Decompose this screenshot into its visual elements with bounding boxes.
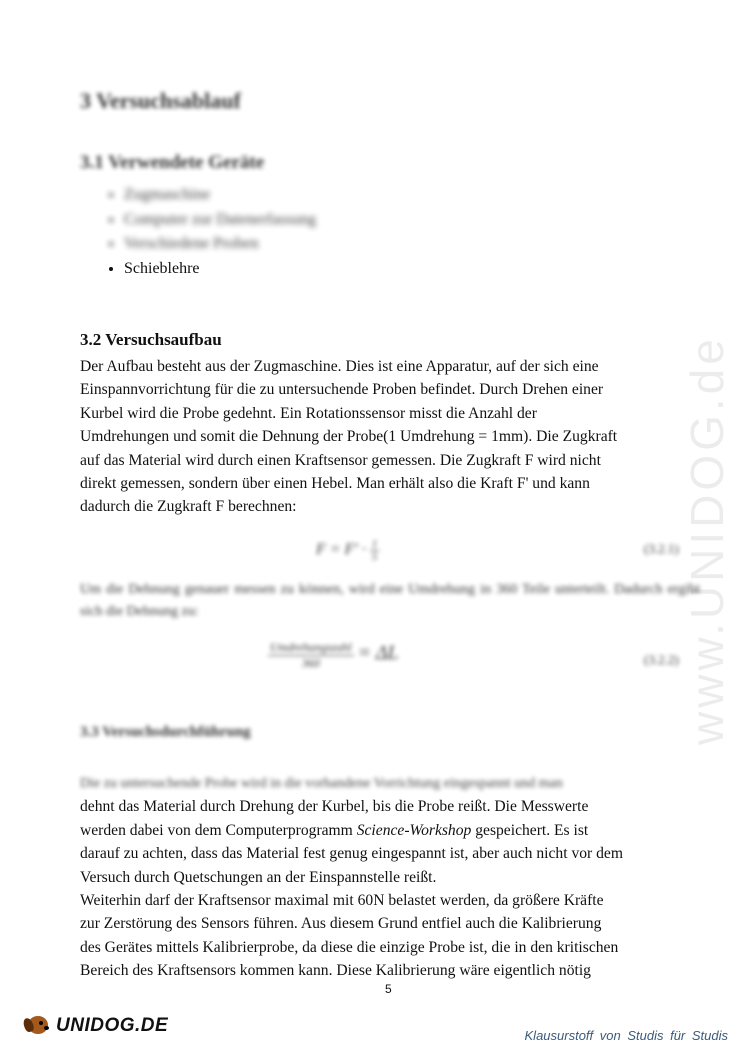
formula-lhs: F = F' ·	[316, 541, 366, 559]
text-line: Versuch durch Quetschungen an der Einspannstelle reißt.	[80, 868, 437, 886]
section-title: 3 Versuchsablauf	[80, 88, 241, 113]
text-segment: gespeichert. Es ist	[471, 821, 589, 839]
dog-icon	[22, 1012, 52, 1040]
paragraph-strain: Um die Dehnung genauer messen zu können, wird eine Umdrehung in 360 Teile unterteilt. Dadurch ergibt sich die Dehnung zu:	[80, 582, 700, 619]
text-line: auf das Material wird durch einen Kraftsensor gemessen. Die Zugkraft F wird nicht	[80, 451, 601, 469]
fraction-numerator: 1	[371, 538, 378, 550]
text-line: Umdrehungen und somit die Dehnung der Probe(1 Umdrehung = 1mm). Die Zugkraft	[80, 428, 618, 446]
text-line: dadurch die Zugkraft F berechnen:	[80, 498, 297, 516]
heading-3-1: 3.1 Verwendete Geräte	[80, 152, 265, 173]
fraction-denominator: 5	[371, 551, 378, 563]
text-line: zur Zerstörung des Sensors führen. Aus diesem Grund entfiel auch die Kalibrierung	[80, 915, 602, 933]
program-name: Science-Workshop	[356, 821, 472, 839]
text-line: Weiterhin darf der Kraftsensor maximal mit 60N belastet werden, da größere Kräfte	[80, 892, 604, 910]
heading-3-3: 3.3 Versuchsdurchführung	[80, 724, 251, 740]
footer-tagline: Klausurstoff von Studis für Studis	[524, 1028, 728, 1043]
heading-3-2: 3.2 Versuchsaufbau	[80, 330, 222, 349]
text-line: dehnt das Material durch Drehung der Kurbel, bis die Probe reißt. Die Messwerte	[80, 798, 589, 816]
paragraph-procedure	[80, 772, 700, 983]
formula-3-2-2	[268, 640, 399, 671]
formula-fraction	[268, 640, 354, 671]
formula-rhs: = ΔL	[357, 642, 399, 665]
text-line: Bereich des Kraftsensors kommen kann. Diese Kalibrierung wäre eigentlich nötig	[80, 962, 591, 980]
formula-3-2-1	[316, 538, 379, 563]
text-line: Der Aufbau besteht aus der Zugmaschine. Dies ist eine Apparatur, auf der sich eine	[80, 358, 599, 375]
paragraph-setup	[80, 355, 700, 519]
fraction-numerator: Umdrehungszahl	[270, 640, 352, 654]
text-line	[80, 819, 700, 842]
list-item: • Zugmaschine	[124, 183, 316, 208]
text-line: Kurbel wird die Probe gedehnt. Ein Rotationssensor misst die Anzahl der	[80, 404, 537, 422]
watermark: www.UNIDOG.de	[681, 335, 733, 745]
list-item: • Verschiedene Proben	[124, 232, 316, 257]
text-line: direkt gemessen, sondern über einen Hebel. Man erhält also die Kraft F' und kann	[80, 475, 590, 493]
text-line: Die zu untersuchende Probe wird in die vorhandene Vorrichtung eingespannt und man	[80, 776, 563, 791]
list-item: • Schieblehre	[124, 257, 316, 282]
logo-text: UNIDOG.DE	[56, 1015, 169, 1036]
text-line: darauf zu achten, dass das Material fest genug eingespannt ist, aber auch nicht vor dem	[80, 845, 623, 863]
footer-logo[interactable]	[22, 1012, 168, 1040]
formula-fraction	[370, 538, 380, 563]
list-item: • Computer zur Datenerfassung	[124, 208, 316, 233]
equation-number: (3.2.2)	[644, 652, 679, 667]
equation-number: (3.2.1)	[644, 541, 679, 556]
fraction-denominator: 360	[301, 656, 320, 670]
text-segment: werden dabei von dem Computerprogramm	[80, 821, 357, 839]
text-line: des Gerätes mittels Kalibrierprobe, da diese die einzige Probe ist, die in den kritischen	[80, 938, 619, 956]
page-number: 5	[385, 982, 392, 996]
text-line: Einspannvorrichtung für die zu untersuchende Proben befindet. Durch Drehen einer	[80, 381, 604, 399]
equipment-list	[80, 183, 316, 281]
